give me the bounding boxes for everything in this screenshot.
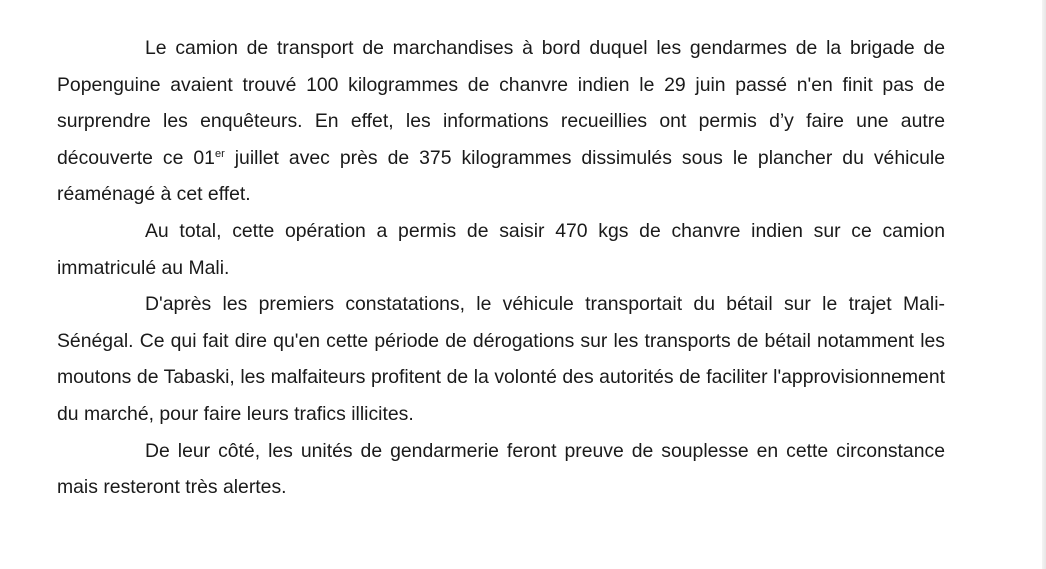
page-edge-shadow — [1042, 0, 1046, 569]
paragraph-1 — [57, 30, 945, 213]
ordinal-superscript: er — [214, 147, 225, 160]
paragraph-2: Au total, cette opération a permis de saisir 470 kgs de chanvre indien sur ce camion immatriculé au Mali. — [57, 219, 945, 279]
paragraph-1-text: Le camion de transport de marchandises à bord duquel les gendarmes de la brigade de Popenguine avaient trouvé 100 kilogrammes de chanvre indien le 29 juin passé n'en finit pas de surprendre les enquêteurs. En effet, les informations recueillies ont permis d’y faire une autre découverte ce 01 — [57, 37, 945, 169]
paragraph-3: D'après les premiers constatations, le véhicule transportait du bétail sur le trajet Mali-Sénégal. Ce qui fait dire qu'en cette période de dérogations sur les transports de bétail notamment les moutons de Tabaski, les malfaiteurs profitent de la volonté des autorités de faciliter l'approvisionnement du marché, pour faire leurs trafics illicites. — [57, 293, 945, 425]
article-body — [57, 30, 945, 506]
paragraph-1-text-continued: juillet avec près de 375 kilogrammes dissimulés sous le plancher du véhicule réaménagé à cet effet. — [57, 146, 945, 206]
paragraph-4: De leur côté, les unités de gendarmerie feront preuve de souplesse en cette circonstance mais resteront très alertes. — [57, 439, 945, 499]
